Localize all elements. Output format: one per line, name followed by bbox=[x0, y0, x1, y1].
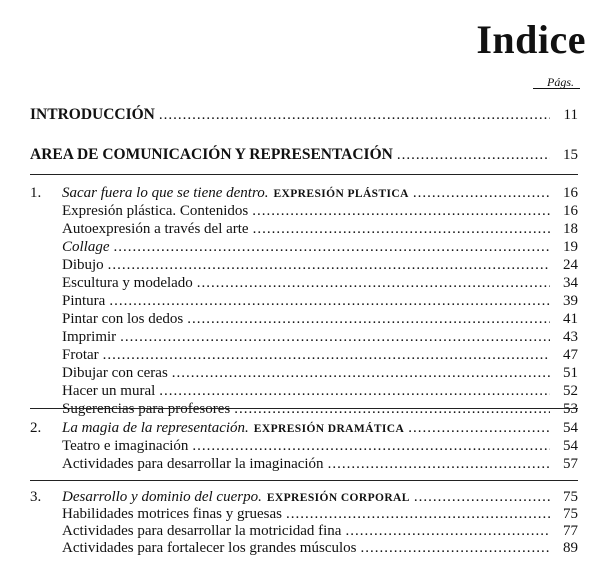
toc-item bbox=[62, 257, 578, 274]
toc-chapter-2 bbox=[30, 420, 578, 437]
leader-dots bbox=[397, 147, 550, 164]
leader-dots bbox=[187, 311, 550, 328]
toc-item-label: Imprimir bbox=[62, 329, 117, 345]
toc-item bbox=[62, 275, 578, 292]
toc-item-label: Pintar con los dedos bbox=[62, 311, 184, 327]
toc-item-label: Habilidades motrices finas y gruesas bbox=[62, 506, 282, 522]
toc-page-number: 47 bbox=[563, 347, 578, 363]
toc-item bbox=[62, 221, 578, 238]
leader-dots bbox=[172, 365, 550, 382]
toc-item-label: Dibujar con ceras bbox=[62, 365, 168, 381]
toc-item-label: Actividades para fortalecer los grandes músculos bbox=[62, 540, 357, 556]
leader-dots bbox=[408, 420, 550, 437]
leader-dots bbox=[103, 347, 550, 364]
leader-dots bbox=[192, 438, 550, 455]
toc-section-introduccion bbox=[30, 106, 578, 124]
toc-item-label: Sugerencias para profesores bbox=[62, 401, 231, 417]
chapter-number: 1. bbox=[30, 185, 42, 201]
toc-item-label: Pintura bbox=[62, 293, 106, 309]
toc-page-number: 51 bbox=[563, 365, 578, 381]
toc-item-label: Dibujo bbox=[62, 257, 104, 273]
toc-page-number: 53 bbox=[563, 401, 578, 417]
toc-page-number: 89 bbox=[563, 540, 578, 556]
chapter-title: La magia de la representación. bbox=[62, 420, 249, 436]
toc-item bbox=[62, 311, 578, 328]
leader-dots bbox=[197, 275, 550, 292]
chapter-number: 2. bbox=[30, 420, 42, 436]
toc-item bbox=[62, 438, 578, 455]
leader-dots bbox=[159, 383, 550, 400]
toc-item bbox=[62, 347, 578, 364]
toc-page-number: 75 bbox=[563, 489, 578, 505]
toc-page-number: 18 bbox=[563, 221, 578, 237]
toc-page-number: 39 bbox=[563, 293, 578, 309]
chapter-subject: EXPRESIÓN PLÁSTICA bbox=[273, 188, 409, 200]
leader-dots bbox=[114, 239, 551, 256]
toc-item-label: Autoexpresión a través del arte bbox=[62, 221, 249, 237]
toc-chapter-3 bbox=[30, 489, 578, 506]
toc-item bbox=[62, 523, 578, 540]
toc-section-label: INTRODUCCIÓN bbox=[30, 106, 155, 123]
toc-page-number: 77 bbox=[563, 523, 578, 539]
leader-dots bbox=[345, 523, 550, 540]
toc-item-label: Expresión plástica. Contenidos bbox=[62, 203, 249, 219]
leader-dots bbox=[252, 203, 550, 220]
page-title: Indice bbox=[476, 17, 586, 62]
toc-item bbox=[62, 329, 578, 346]
toc-page-number: 41 bbox=[563, 311, 578, 327]
toc-page-number: 34 bbox=[563, 275, 578, 291]
toc-item-label: Actividades para desarrollar la motricidad fina bbox=[62, 523, 342, 539]
toc-page-number: 16 bbox=[563, 203, 578, 219]
toc-item-label: Escultura y modelado bbox=[62, 275, 193, 291]
leader-dots bbox=[120, 329, 550, 346]
toc-item-label: Hacer un mural bbox=[62, 383, 156, 399]
toc-item-label: Frotar bbox=[62, 347, 99, 363]
chapter-title: Sacar fuera lo que se tiene dentro. bbox=[62, 185, 269, 201]
pages-column-label: Págs. bbox=[533, 76, 580, 89]
toc-item bbox=[62, 239, 578, 256]
leader-dots bbox=[159, 107, 550, 124]
toc-chapter-1 bbox=[30, 185, 578, 202]
chapter-number: 3. bbox=[30, 489, 42, 505]
toc-page-number: 16 bbox=[563, 185, 578, 201]
toc-item-label: Teatro e imaginación bbox=[62, 438, 189, 454]
toc-item bbox=[62, 203, 578, 220]
leader-dots bbox=[109, 293, 550, 310]
leader-dots bbox=[253, 221, 550, 238]
leader-dots bbox=[328, 456, 550, 473]
leader-dots bbox=[413, 185, 550, 202]
toc-page-number: 57 bbox=[563, 456, 578, 472]
toc-item bbox=[62, 401, 578, 418]
toc-item bbox=[62, 365, 578, 382]
toc-page-number: 75 bbox=[563, 506, 578, 522]
leader-dots bbox=[360, 540, 550, 557]
toc-page-number: 15 bbox=[563, 147, 578, 163]
chapter-subject: EXPRESIÓN CORPORAL bbox=[266, 492, 410, 504]
chapter-title: Desarrollo y dominio del cuerpo. bbox=[62, 489, 262, 505]
toc-item bbox=[62, 506, 578, 523]
chapter-subject: EXPRESIÓN DRAMÁTICA bbox=[253, 423, 405, 435]
toc-item bbox=[62, 456, 578, 473]
toc-page-number: 19 bbox=[563, 239, 578, 255]
toc-page-number: 54 bbox=[563, 438, 578, 454]
section-divider bbox=[30, 408, 578, 409]
toc-page-number: 24 bbox=[563, 257, 578, 273]
toc-item bbox=[62, 383, 578, 400]
leader-dots bbox=[286, 506, 550, 523]
leader-dots bbox=[108, 257, 550, 274]
toc-section-area bbox=[30, 146, 578, 164]
toc-section-label: AREA DE COMUNICACIÓN Y REPRESENTACIÓN bbox=[30, 146, 393, 163]
toc-page-number: 52 bbox=[563, 383, 578, 399]
toc-page-number: 43 bbox=[563, 329, 578, 345]
section-divider bbox=[30, 480, 578, 481]
toc-item bbox=[62, 293, 578, 310]
toc-item bbox=[62, 540, 578, 557]
leader-dots bbox=[414, 489, 550, 506]
toc-page-number: 11 bbox=[563, 107, 578, 123]
toc-item-label: Collage bbox=[62, 239, 110, 255]
toc-item-label: Actividades para desarrollar la imaginación bbox=[62, 456, 324, 472]
section-divider bbox=[30, 174, 578, 175]
toc-page-number: 54 bbox=[563, 420, 578, 436]
leader-dots bbox=[234, 401, 550, 418]
